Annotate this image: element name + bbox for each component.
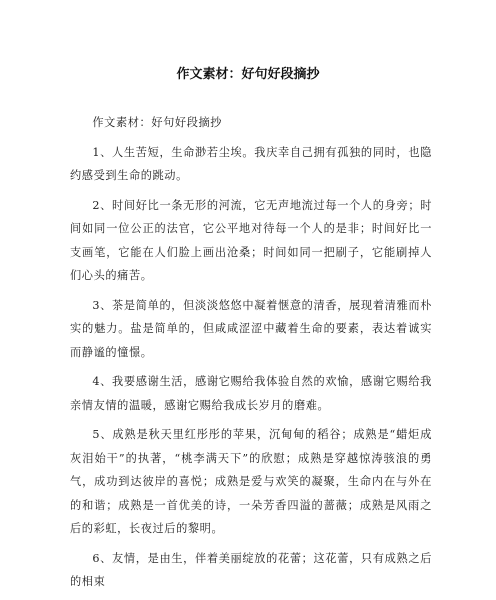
paragraph-3: 3、茶是简单的，但淡淡悠悠中凝着惬意的清香，展现着清雅而朴实的魅力。盐是简单的，但咸咸涩涩中藏着生命的要素，表达着诚实而静谧的憧憬。 [70,298,432,359]
paragraph-2: 2、时间好比一条无形的河流，它无声地流过每一个人的身旁；时间如同一位公正的法官，它公平地对待每一个人的是非；时间好比一支画笔，它能在人们脸上画出沧桑；时间如同一把刷子，它能刷掉人们心头的痛苦。 [70,198,432,282]
document-title: 作文素材：好句好段摘抄 [176,67,320,82]
paragraph-4: 4、我要感谢生活，感谢它赐给我体验自然的欢愉，感谢它赐给我亲情友情的温暖，感谢它赐给我成长岁月的磨难。 [70,375,432,412]
paragraph-5: 5、成熟是秋天里红彤彤的苹果，沉甸甸的稻谷；成熟是“蜡炬成灰泪始干”的执著，“桃李满天下”的欣慰；成熟是穿越惊涛骇浪的勇气，成功到达彼岸的喜悦；成熟是爱与欢笑的凝聚，生命内在与外在的和谐；成熟是一首优美的诗，一朵芳香四溢的蔷薇；成熟是风雨之后的彩虹，长夜过后的黎明。 [70,428,432,535]
paragraph-1: 1、人生苦短，生命渺若尘埃。我庆幸自己拥有孤独的同时，也隐约感受到生命的跳动。 [70,145,432,182]
document-body [70,111,432,600]
paragraph-6: 6、友情，是由生，伴着美丽绽放的花蕾；这花蕾，只有成熟之后的相束 [70,551,432,588]
document-subtitle: 作文素材：好句好段摘抄 [92,116,223,129]
